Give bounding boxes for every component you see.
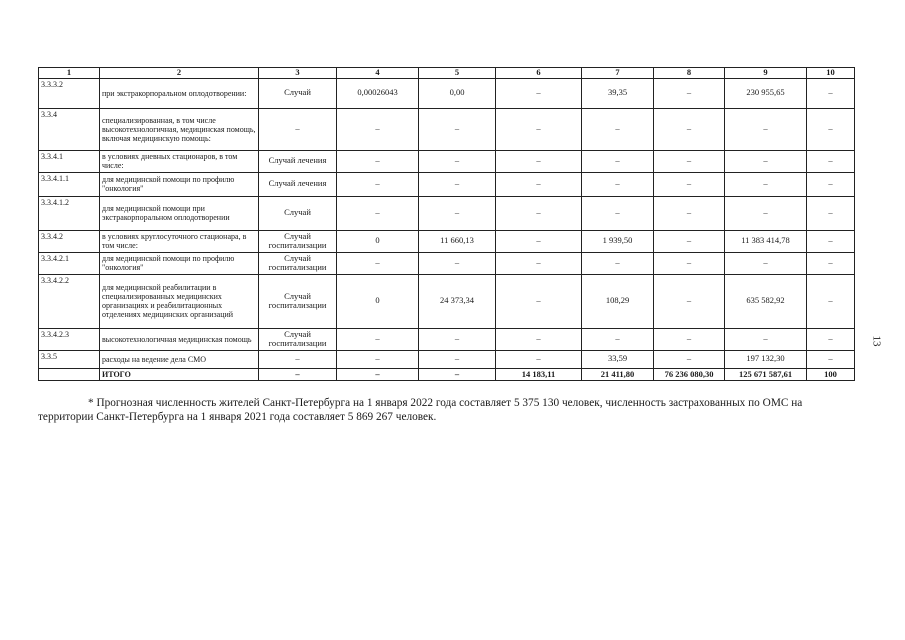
table-cell: 3.3.4: [39, 108, 100, 150]
table-cell: –: [419, 252, 496, 274]
column-header: 2: [100, 68, 259, 79]
table-cell: –: [654, 196, 725, 230]
table-cell: –: [807, 196, 855, 230]
table-row: [39, 196, 855, 230]
total-cell: –: [337, 368, 419, 381]
table-cell: –: [807, 230, 855, 252]
table-row: [39, 150, 855, 172]
table-cell: 39,35: [582, 78, 654, 108]
table-row: [39, 108, 855, 150]
table-cell: специализированная, в том числе высокотехнологичная, медицинская помощь, включая медицинскую помощь:: [100, 108, 259, 150]
table-cell: –: [654, 274, 725, 328]
column-header: 5: [419, 68, 496, 79]
table-cell: 0,00026043: [337, 78, 419, 108]
table-cell: –: [496, 328, 582, 350]
table-cell: для медицинской реабилитации в специализированных медицинских организациях и реабилитационных отделениях медицинских организаций: [100, 274, 259, 328]
table-row: [39, 252, 855, 274]
table-cell: –: [496, 150, 582, 172]
table-cell: в условиях круглосуточного стационара, в том числе:: [100, 230, 259, 252]
table-cell: –: [582, 172, 654, 196]
column-header: 6: [496, 68, 582, 79]
footnote: [38, 396, 858, 424]
table-cell: –: [419, 350, 496, 368]
table-cell: –: [337, 196, 419, 230]
table-cell: –: [259, 108, 337, 150]
table-cell: 3.3.4.1.1: [39, 172, 100, 196]
table-cell: 0,00: [419, 78, 496, 108]
table-cell: –: [654, 230, 725, 252]
footnote-text: * Прогнозная численность жителей Санкт-Петербурга на 1 января 2022 года составляет 5 375 130 человек, численность застрахованных по ОМС на территории Санкт-Петербурга на 1 января 2021 года составляет 5 869 267 человек.: [38, 397, 803, 423]
table-cell: Случай: [259, 196, 337, 230]
table-cell: –: [725, 196, 807, 230]
table-cell: –: [654, 328, 725, 350]
table-cell: –: [807, 108, 855, 150]
table-cell: –: [337, 172, 419, 196]
table-header-row: [39, 68, 855, 79]
table-cell: –: [807, 150, 855, 172]
table-row: [39, 350, 855, 368]
table-cell: –: [337, 252, 419, 274]
total-cell: –: [419, 368, 496, 381]
table-cell: –: [725, 172, 807, 196]
table-cell: –: [419, 196, 496, 230]
total-cell: ИТОГО: [100, 368, 259, 381]
column-header: 10: [807, 68, 855, 79]
table-cell: 11 383 414,78: [725, 230, 807, 252]
table-cell: –: [654, 150, 725, 172]
table-cell: –: [496, 274, 582, 328]
table-cell: 3.3.4.1.2: [39, 196, 100, 230]
table-cell: Случай госпитализации: [259, 328, 337, 350]
table-cell: –: [725, 328, 807, 350]
table-row: [39, 172, 855, 196]
table-cell: 108,29: [582, 274, 654, 328]
table-cell: –: [807, 328, 855, 350]
table-cell: –: [654, 108, 725, 150]
table-cell: –: [807, 78, 855, 108]
total-cell: 125 671 587,61: [725, 368, 807, 381]
table-cell: –: [496, 108, 582, 150]
total-cell: [39, 368, 100, 381]
table-cell: –: [419, 108, 496, 150]
column-header: 1: [39, 68, 100, 79]
column-header: 7: [582, 68, 654, 79]
table-cell: 24 373,34: [419, 274, 496, 328]
page-number: 13: [870, 335, 883, 347]
table-cell: для медицинской помощи при экстракорпоральном оплодотворении: [100, 196, 259, 230]
table-cell: –: [496, 172, 582, 196]
table-cell: –: [419, 150, 496, 172]
column-header: 8: [654, 68, 725, 79]
table-cell: –: [496, 350, 582, 368]
table-cell: –: [496, 196, 582, 230]
table-cell: расходы на ведение дела СМО: [100, 350, 259, 368]
table-cell: –: [807, 172, 855, 196]
column-header: 4: [337, 68, 419, 79]
table-row: [39, 230, 855, 252]
table-cell: 0: [337, 274, 419, 328]
table-cell: 33,59: [582, 350, 654, 368]
table-cell: –: [337, 350, 419, 368]
table-cell: 0: [337, 230, 419, 252]
column-header: 9: [725, 68, 807, 79]
total-cell: 14 183,11: [496, 368, 582, 381]
table-cell: для медицинской помощи по профилю "онкология": [100, 172, 259, 196]
table-cell: 230 955,65: [725, 78, 807, 108]
table-cell: 3.3.4.2.1: [39, 252, 100, 274]
table-cell: 3.3.5: [39, 350, 100, 368]
table-cell: –: [654, 78, 725, 108]
table-cell: 11 660,13: [419, 230, 496, 252]
table-cell: –: [725, 252, 807, 274]
table-cell: –: [582, 150, 654, 172]
table-cell: 635 582,92: [725, 274, 807, 328]
column-header: 3: [259, 68, 337, 79]
table-cell: 3.3.4.2.2: [39, 274, 100, 328]
table-cell: –: [582, 108, 654, 150]
table-cell: –: [725, 108, 807, 150]
table-cell: высокотехнологичная медицинская помощь: [100, 328, 259, 350]
table-cell: 197 132,30: [725, 350, 807, 368]
table-row: [39, 78, 855, 108]
table-cell: –: [582, 196, 654, 230]
table-cell: –: [337, 150, 419, 172]
table-cell: –: [337, 108, 419, 150]
table-cell: 3.3.3.2: [39, 78, 100, 108]
table-cell: –: [419, 172, 496, 196]
table-cell: –: [654, 252, 725, 274]
table-cell: –: [654, 350, 725, 368]
table-row: [39, 328, 855, 350]
table-cell: –: [654, 172, 725, 196]
table-cell: –: [419, 328, 496, 350]
table-cell: –: [496, 78, 582, 108]
table-cell: –: [807, 274, 855, 328]
table-cell: –: [337, 328, 419, 350]
table-cell: –: [807, 350, 855, 368]
table-cell: –: [496, 230, 582, 252]
table-row: [39, 274, 855, 328]
table-cell: –: [496, 252, 582, 274]
table-cell: при экстракорпоральном оплодотворении:: [100, 78, 259, 108]
table-cell: –: [725, 150, 807, 172]
data-table: [38, 67, 855, 381]
total-cell: 100: [807, 368, 855, 381]
total-cell: 76 236 080,30: [654, 368, 725, 381]
table-cell: 3.3.4.2.3: [39, 328, 100, 350]
table-cell: для медицинской помощи по профилю "онкология": [100, 252, 259, 274]
table-cell: Случай госпитализации: [259, 274, 337, 328]
table-cell: –: [259, 350, 337, 368]
table-cell: Случай лечения: [259, 150, 337, 172]
table-cell: Случай лечения: [259, 172, 337, 196]
table-cell: –: [807, 252, 855, 274]
table-cell: 3.3.4.2: [39, 230, 100, 252]
total-cell: 21 411,80: [582, 368, 654, 381]
table-cell: 1 939,50: [582, 230, 654, 252]
table-cell: –: [582, 252, 654, 274]
table-cell: в условиях дневных стационаров, в том числе:: [100, 150, 259, 172]
table-cell: 3.3.4.1: [39, 150, 100, 172]
table-cell: Случай госпитализации: [259, 230, 337, 252]
total-row: [39, 368, 855, 381]
table-cell: –: [582, 328, 654, 350]
table-cell: Случай госпитализации: [259, 252, 337, 274]
total-cell: –: [259, 368, 337, 381]
table-cell: Случай: [259, 78, 337, 108]
